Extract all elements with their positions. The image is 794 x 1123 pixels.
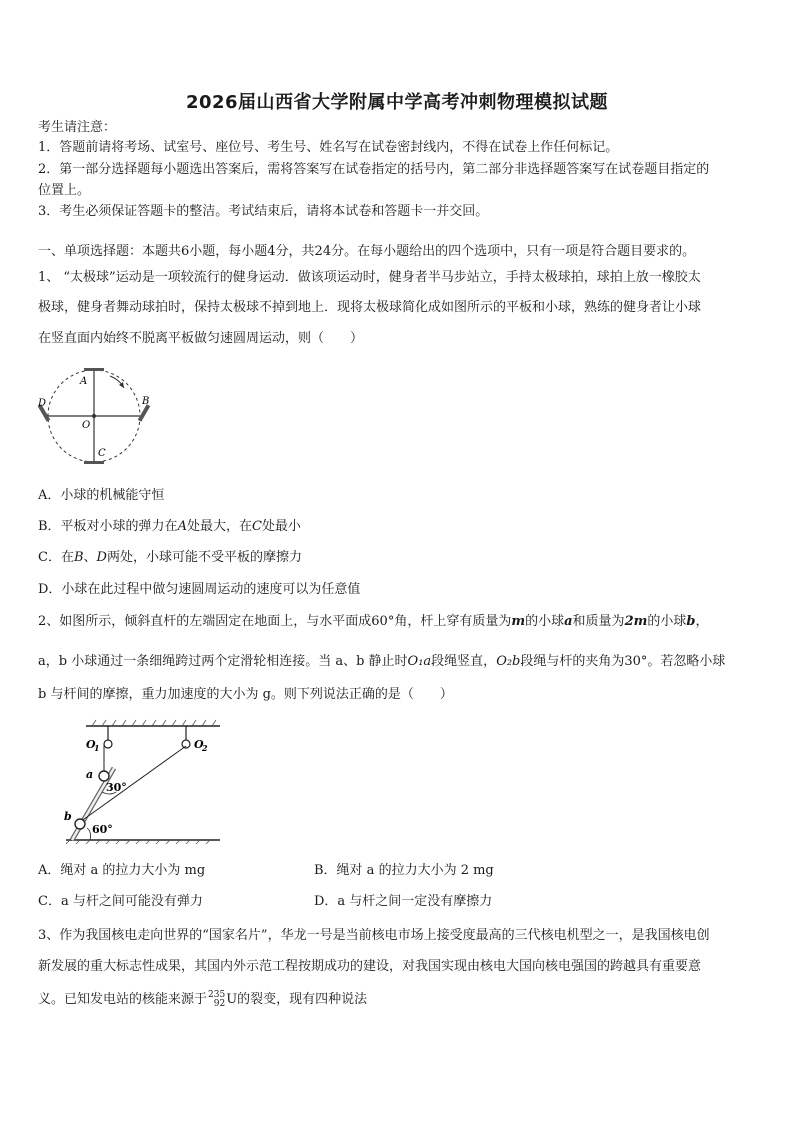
q1-option-d: D．小球在此过程中做匀速圆周运动的速度可以为任意值 [38,582,361,597]
notice-heading: 考生请注意： [38,120,117,135]
q1-option-c: C．在B、D两处，小球可能不受平板的摩擦力 [38,550,302,565]
q3-line-1: 3、作为我国核电走向世界的“国家名片”，华龙一号是当前核电市场上接受度最高的三代核电机型之一，是我国核电创 [38,928,710,943]
q2-figure [56,716,226,844]
q2-option-d: D．a 与杆之间一定没有摩擦力 [314,894,493,909]
nuclide-numbers: 235 92 [208,989,226,1009]
q1-label-d: D [38,398,47,409]
q2-option-c: C．a 与杆之间可能没有弹力 [38,894,203,909]
q1-line-1: 1、 “太极球”运动是一项较流行的健身运动．做该项运动时，健身者半马步站立，手持太极球拍，球拍上放一橡胶太 [38,270,701,285]
q1-option-a: A．小球的机械能守恒 [38,488,165,503]
notice-item-1: 1．答题前请将考场、试室号、座位号、考生号、姓名写在试卷密封线内，不得在试卷上作任何标记。 [38,140,619,155]
q2-line-2: a，b 小球通过一条细绳跨过两个定滑轮相连接。当 a、b 静止时O₁a段绳竖直，O₂b段绳与杆的夹角为30°。若忽略小球 [38,654,726,669]
page-title: 2026届山西省大学附属中学高考冲刺物理模拟试题 [185,92,609,113]
q2-label-angle-30: 30° [106,781,127,794]
q2-label-o2: O [194,738,204,751]
q2-label-a: a [86,768,94,781]
q2-label-o2-sub: 2 [202,743,208,753]
q1-line-2: 极球，健身者舞动球拍时，保持太极球不掉到地上．现将太极球简化成如图所示的平板和小球，熟练的健身者让小球 [38,300,702,315]
q1-figure [34,364,158,468]
q2-label-o1-sub: 1 [94,743,100,753]
section-heading: 一、单项选择题：本题共6小题，每小题4分，共24分。在每小题给出的四个选项中，只有一项是符合题目要求的。 [38,244,696,259]
q3-line-2: 新发展的重大标志性成果，其国内外示范工程按期成功的建设，对我国实现由核电大国向核电强国的跨越具有重要意 [38,959,702,974]
q3-line-3: 义。已知发电站的核能来源于 235 92 U的裂变，现有四种说法 [38,989,368,1009]
q1-label-b: B [142,396,150,407]
q2-line-1: 2、如图所示，倾斜直杆的左端固定在地面上，与水平面成60°角，杆上穿有质量为m的小球a和质量为2m的小球b， [38,614,709,629]
q2-line-3: b 与杆间的摩擦，重力加速度的大小为 g。则下列说法正确的是（ ） [38,687,453,702]
notice-item-2-cont: 位置上。 [38,183,91,198]
q1-label-c: C [98,448,106,459]
q1-label-o: O [82,420,91,431]
q2-option-a: A．绳对 a 的拉力大小为 mg [38,863,206,878]
q2-label-angle-60: 60° [92,823,113,836]
q2-label-b: b [64,810,72,823]
notice-item-2: 2．第一部分选择题每小题选出答案后，需将答案写在试卷指定的括号内，第二部分非选择题答案写在试卷题目指定的 [38,162,710,177]
q1-option-b: B．平板对小球的弹力在A处最大，在C处最小 [38,519,301,534]
notice-item-3: 3．考生必须保证答题卡的整洁。考试结束后，请将本试卷和答题卡一并交回。 [38,204,489,219]
q1-line-3: 在竖直面内始终不脱离平板做匀速圆周运动，则（ ） [38,331,364,346]
q2-label-o1: O [86,738,96,751]
q1-label-a: A [80,376,88,387]
q2-option-b: B．绳对 a 的拉力大小为 2 mg [314,863,494,878]
